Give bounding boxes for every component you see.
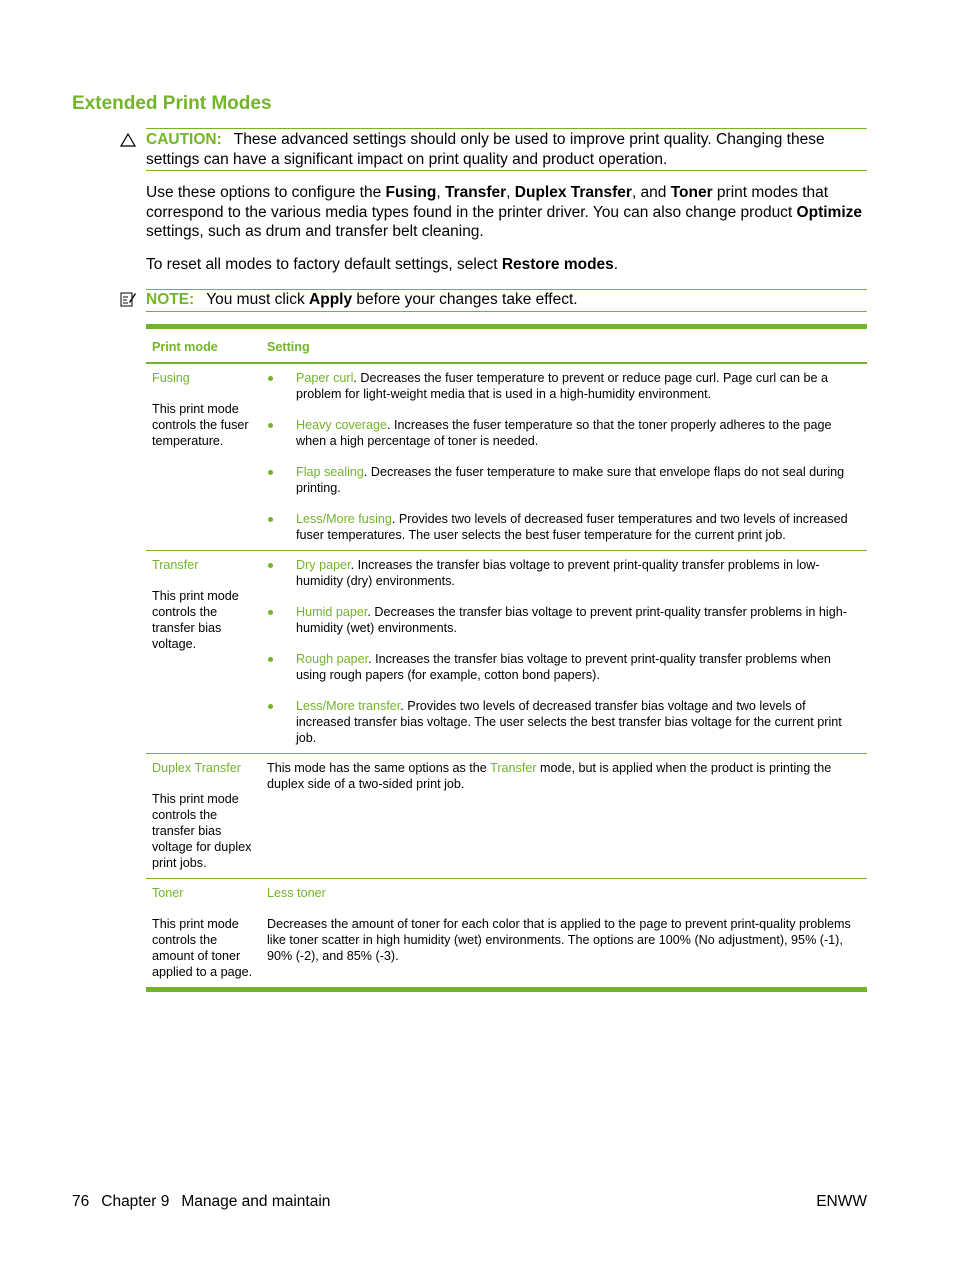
list-item: Less/More transfer. Provides two levels of decreased transfer bias voltage and two levels of increased transfer bias voltage. The user selects the best transfer bias voltage for the current print job. xyxy=(267,698,861,746)
mode-description: This print mode controls the amount of toner applied to a page. xyxy=(152,917,253,979)
footer-section: Manage and maintain xyxy=(181,1193,331,1210)
note-box xyxy=(146,289,867,312)
mode-cell xyxy=(146,363,261,551)
table-header-row xyxy=(146,327,867,364)
caution-box xyxy=(146,128,867,171)
mode-description: This print mode controls the transfer bias voltage. xyxy=(152,589,239,651)
option-list xyxy=(267,557,861,746)
caution-triangle-icon xyxy=(120,133,136,153)
footer-chapter: Chapter 9 xyxy=(101,1193,170,1210)
table-row xyxy=(146,551,867,754)
mode-description: This print mode controls the transfer bias voltage for duplex print jobs. xyxy=(152,792,252,870)
footer-right: ENWW xyxy=(816,1193,867,1210)
mode-name: Transfer xyxy=(152,558,199,572)
setting-cell xyxy=(261,551,867,754)
mode-name: Duplex Transfer xyxy=(152,761,241,775)
note-text: You must click Apply before your changes take effect. xyxy=(206,291,578,308)
print-modes-table xyxy=(146,324,867,992)
table-row xyxy=(146,754,867,879)
setting-text: Decreases the amount of toner for each color that is applied to the page to prevent print-quality problems like toner scatter in high humidity (wet) environments. The options are 100% (No adjustment), 95% (-1), 90% (-2), and 85% (-3). xyxy=(267,917,851,963)
intro-paragraph: Use these options to configure the Fusing, Transfer, Duplex Transfer, and Toner print modes that correspond to the various media types found in the printer driver. You can also change product Optimize settings, such as drum and transfer belt cleaning. xyxy=(146,184,862,240)
setting-cell xyxy=(261,879,867,990)
mode-cell xyxy=(146,754,261,879)
page-title: Extended Print Modes xyxy=(72,93,272,114)
page-footer xyxy=(72,1193,867,1211)
reset-paragraph: To reset all modes to factory default settings, select Restore modes. xyxy=(146,256,619,273)
header-print-mode: Print mode xyxy=(146,327,261,364)
page-number: 76 xyxy=(72,1193,90,1210)
list-item: Dry paper. Increases the transfer bias voltage to prevent print-quality transfer problems in low-humidity (dry) environments. xyxy=(267,557,861,589)
list-item: Less/More fusing. Provides two levels of decreased fuser temperatures and two levels of increased fuser temperatures. The user selects the best fuser temperature for the current print job. xyxy=(267,511,861,543)
mode-cell xyxy=(146,551,261,754)
header-setting: Setting xyxy=(261,327,867,364)
option-list xyxy=(267,370,861,543)
mode-name: Fusing xyxy=(152,371,190,385)
list-item: Humid paper. Decreases the transfer bias voltage to prevent print-quality transfer problems in high-humidity (wet) environments. xyxy=(267,604,861,636)
note-pencil-icon xyxy=(120,291,136,313)
setting-cell xyxy=(261,754,867,879)
note-label: NOTE: xyxy=(146,291,195,308)
mode-cell xyxy=(146,879,261,990)
setting-text: This mode has the same options as the Transfer mode, but is applied when the product is printing the duplex side of a two-sided print job. xyxy=(267,761,832,791)
setting-cell xyxy=(261,363,867,551)
table-row xyxy=(146,879,867,990)
list-item: Flap sealing. Decreases the fuser temperature to make sure that envelope flaps do not seal during printing. xyxy=(267,464,861,496)
caution-text: These advanced settings should only be used to improve print quality. Changing these settings can have a significant impact on print quality and product operation. xyxy=(146,131,825,168)
caution-label: CAUTION: xyxy=(146,131,222,148)
list-item: Rough paper. Increases the transfer bias voltage to prevent print-quality transfer problems when using rough papers (for example, cotton bond papers). xyxy=(267,651,861,683)
mode-description: This print mode controls the fuser temperature. xyxy=(152,402,249,448)
table-row xyxy=(146,363,867,551)
list-item: Heavy coverage. Increases the fuser temperature so that the toner properly adheres to the page when a high percentage of toner is needed. xyxy=(267,417,861,449)
list-item: Paper curl. Decreases the fuser temperature to prevent or reduce page curl. Page curl can be a problem for light-weight media that is used in a high-humidity environment. xyxy=(267,370,861,402)
setting-subheading: Less toner xyxy=(267,886,326,900)
mode-name: Toner xyxy=(152,886,184,900)
